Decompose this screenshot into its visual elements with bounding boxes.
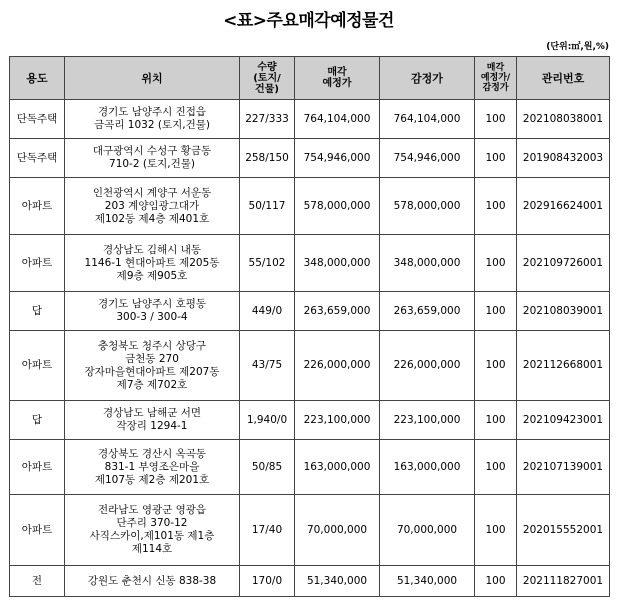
- cell-ratio: 100: [475, 495, 517, 566]
- table-row: [10, 331, 610, 401]
- cell-quantity: 43/75: [240, 331, 295, 401]
- table-row: [10, 235, 610, 292]
- cell-appraisal: 348,000,000: [380, 235, 475, 292]
- cell-ratio: 100: [475, 178, 517, 235]
- cell-sale-price: 51,340,000: [295, 566, 380, 597]
- cell-management-no: 202015552001: [517, 495, 610, 566]
- table-row: [10, 495, 610, 566]
- document-title: <표>주요매각예정물건: [223, 11, 394, 31]
- cell-quantity: 50/85: [240, 440, 295, 495]
- cell-location: 경상남도 김해시 내동 1146-1 현대아파트 제205동 제9층 제905호: [65, 235, 240, 292]
- cell-appraisal: 578,000,000: [380, 178, 475, 235]
- cell-use: 단독주택: [10, 100, 65, 139]
- cell-location: 경상북도 경산시 옥곡동 831-1 부영조은마을 제107동 제2층 제201호: [65, 440, 240, 495]
- col-header-ratio: 매각 예정가/ 감정가: [475, 57, 517, 100]
- cell-sale-price: 223,100,000: [295, 401, 380, 440]
- cell-quantity: 227/333: [240, 100, 295, 139]
- cell-management-no: 202112668001: [517, 331, 610, 401]
- table-row: [10, 401, 610, 440]
- cell-use: 아파트: [10, 178, 65, 235]
- cell-sale-price: 163,000,000: [295, 440, 380, 495]
- cell-appraisal: 754,946,000: [380, 139, 475, 178]
- cell-sale-price: 226,000,000: [295, 331, 380, 401]
- cell-ratio: 100: [475, 139, 517, 178]
- cell-location: 대구광역시 수성구 황금동 710-2 (토지,건물): [65, 139, 240, 178]
- table-row: [10, 566, 610, 597]
- cell-use: 아파트: [10, 440, 65, 495]
- cell-use: 아파트: [10, 495, 65, 566]
- col-header-location: 위치: [65, 57, 240, 100]
- table-row: [10, 440, 610, 495]
- cell-quantity: 55/102: [240, 235, 295, 292]
- cell-location: 인천광역시 계양구 서운동 203 계양임광그대가 제102동 제4층 제401호: [65, 178, 240, 235]
- cell-ratio: 100: [475, 292, 517, 331]
- cell-quantity: 449/0: [240, 292, 295, 331]
- cell-sale-price: 578,000,000: [295, 178, 380, 235]
- col-header-management-no: 관리번호: [517, 57, 610, 100]
- cell-sale-price: 754,946,000: [295, 139, 380, 178]
- cell-appraisal: 51,340,000: [380, 566, 475, 597]
- col-header-appraisal: 감정가: [380, 57, 475, 100]
- table-row: [10, 292, 610, 331]
- cell-use: 답: [10, 401, 65, 440]
- table-row: [10, 100, 610, 139]
- cell-management-no: 202916624001: [517, 178, 610, 235]
- cell-management-no: 202111827001: [517, 566, 610, 597]
- cell-quantity: 258/150: [240, 139, 295, 178]
- col-header-sale-price: 매각 예정가: [295, 57, 380, 100]
- cell-management-no: 201908432003: [517, 139, 610, 178]
- table-row: [10, 139, 610, 178]
- cell-location: 경기도 남양주시 진접읍 금곡리 1032 (토지,건물): [65, 100, 240, 139]
- col-header-quantity: 수량 (토지/ 건물): [240, 57, 295, 100]
- cell-quantity: 1,940/0: [240, 401, 295, 440]
- cell-management-no: 202109423001: [517, 401, 610, 440]
- unit-note: (단위:㎡,원,%): [546, 42, 609, 52]
- cell-location: 경상남도 남해군 서면 작장리 1294-1: [65, 401, 240, 440]
- cell-sale-price: 263,659,000: [295, 292, 380, 331]
- cell-use: 단독주택: [10, 139, 65, 178]
- cell-ratio: 100: [475, 100, 517, 139]
- cell-use: 아파트: [10, 331, 65, 401]
- cell-quantity: 50/117: [240, 178, 295, 235]
- cell-management-no: 202108038001: [517, 100, 610, 139]
- cell-ratio: 100: [475, 331, 517, 401]
- cell-quantity: 17/40: [240, 495, 295, 566]
- property-table: [9, 56, 610, 597]
- cell-ratio: 100: [475, 235, 517, 292]
- cell-location: 전라남도 영광군 영광읍 단주리 370-12 사직스카이,제101동 제1층 제114호: [65, 495, 240, 566]
- cell-quantity: 170/0: [240, 566, 295, 597]
- cell-location: 경기도 남양주시 호평동 300-3 / 300-4: [65, 292, 240, 331]
- cell-ratio: 100: [475, 440, 517, 495]
- cell-ratio: 100: [475, 566, 517, 597]
- cell-management-no: 202108039001: [517, 292, 610, 331]
- cell-appraisal: 70,000,000: [380, 495, 475, 566]
- cell-use: 전: [10, 566, 65, 597]
- cell-ratio: 100: [475, 401, 517, 440]
- cell-sale-price: 764,104,000: [295, 100, 380, 139]
- cell-sale-price: 70,000,000: [295, 495, 380, 566]
- cell-location: 충청북도 청주시 상당구 금천동 270 장자마을현대아파트 제207동 제7층 제702호: [65, 331, 240, 401]
- cell-management-no: 202107139001: [517, 440, 610, 495]
- header-row: [10, 57, 610, 100]
- cell-appraisal: 764,104,000: [380, 100, 475, 139]
- cell-management-no: 202109726001: [517, 235, 610, 292]
- cell-appraisal: 163,000,000: [380, 440, 475, 495]
- cell-location: 강원도 춘천시 신동 838-38: [65, 566, 240, 597]
- table-row: [10, 178, 610, 235]
- cell-use: 아파트: [10, 235, 65, 292]
- cell-appraisal: 263,659,000: [380, 292, 475, 331]
- col-header-use: 용도: [10, 57, 65, 100]
- cell-use: 답: [10, 292, 65, 331]
- cell-appraisal: 226,000,000: [380, 331, 475, 401]
- cell-appraisal: 223,100,000: [380, 401, 475, 440]
- cell-sale-price: 348,000,000: [295, 235, 380, 292]
